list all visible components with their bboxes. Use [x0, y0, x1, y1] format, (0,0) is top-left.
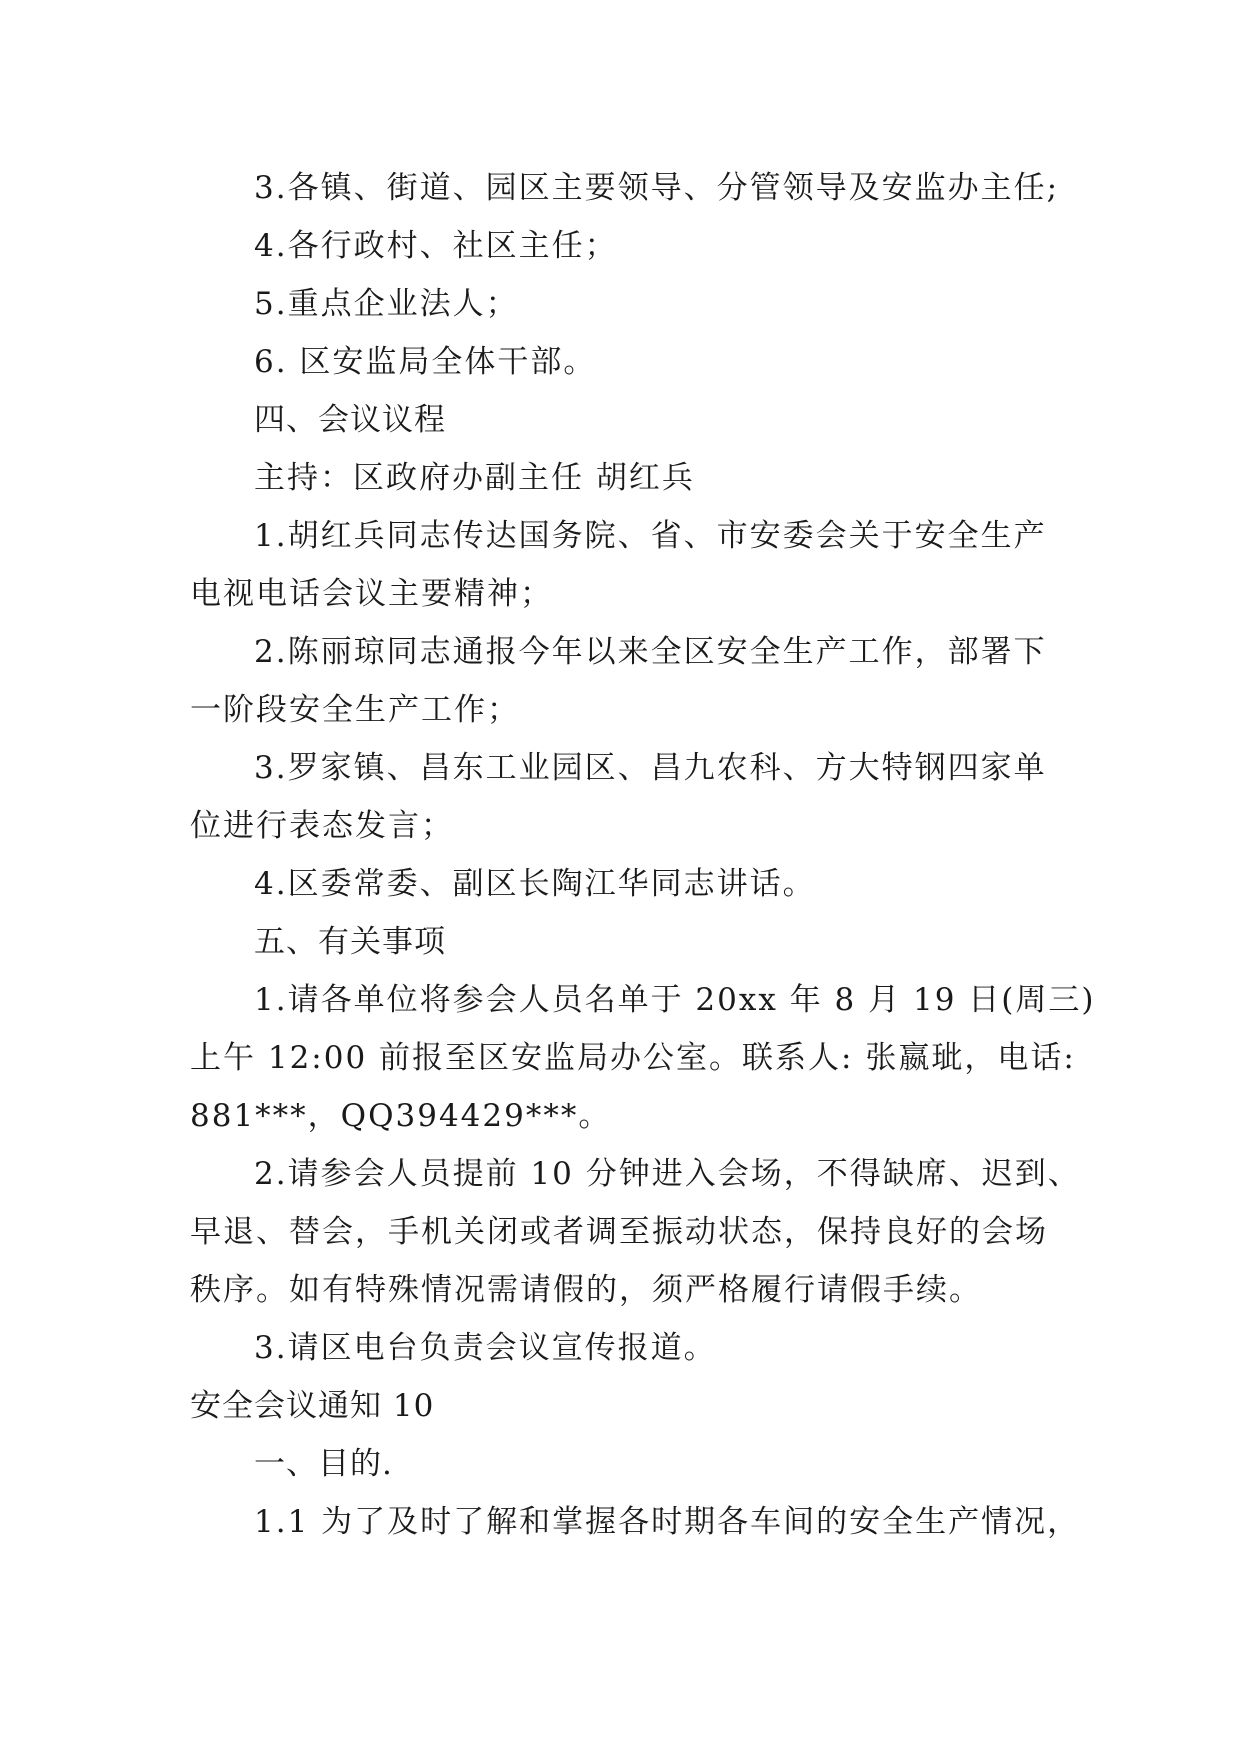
document-title: 安全会议通知 10	[190, 1388, 435, 1424]
text-line: 3.各镇、街道、园区主要领导、分管领导及安监办主任;	[254, 170, 1060, 206]
text-line: 1.胡红兵同志传达国务院、省、市安委会关于安全生产	[254, 518, 1047, 554]
text-line: 秩序。如有特殊情况需请假的，须严格履行请假手续。	[190, 1272, 982, 1308]
text-line: 主持：区政府办副主任 胡红兵	[254, 460, 695, 496]
text-line: 5.重点企业法人；	[254, 286, 519, 322]
text-line: 4.各行政村、社区主任；	[254, 228, 618, 264]
text-line: 电视电话会议主要精神；	[190, 576, 553, 612]
text-line: 早退、替会，手机关闭或者调至振动状态，保持良好的会场	[190, 1214, 1048, 1250]
text-line: 3.罗家镇、昌东工业园区、昌九农科、方大特钢四家单	[254, 750, 1047, 786]
text-line: 2.请参会人员提前 10 分钟进入会场，不得缺席、迟到、	[254, 1156, 1081, 1192]
text-line: 位进行表态发言；	[190, 808, 454, 844]
text-line: 6. 区安监局全体干部。	[254, 344, 597, 380]
text-line: 3.请区电台负责会议宣传报道。	[254, 1330, 717, 1366]
section-heading: 一、目的.	[254, 1446, 393, 1482]
section-heading: 五、有关事项	[254, 924, 446, 960]
text-line: 4.区委常委、副区长陶江华同志讲话。	[254, 866, 816, 902]
section-heading: 四、会议议程	[254, 402, 446, 438]
text-line: 上午 12:00 前报至区安监局办公室。联系人: 张嬴玼，电话:	[190, 1040, 1076, 1076]
text-line: 1.1 为了及时了解和掌握各时期各车间的安全生产情况，	[254, 1504, 1081, 1540]
text-line: 881***，QQ394429***。	[190, 1098, 612, 1134]
text-line: 一阶段安全生产工作；	[190, 692, 520, 728]
text-line: 1.请各单位将参会人员名单于 20xx 年 8 月 19 日(周三)	[254, 982, 1096, 1018]
text-line: 2.陈丽琼同志通报今年以来全区安全生产工作，部署下	[254, 634, 1047, 670]
